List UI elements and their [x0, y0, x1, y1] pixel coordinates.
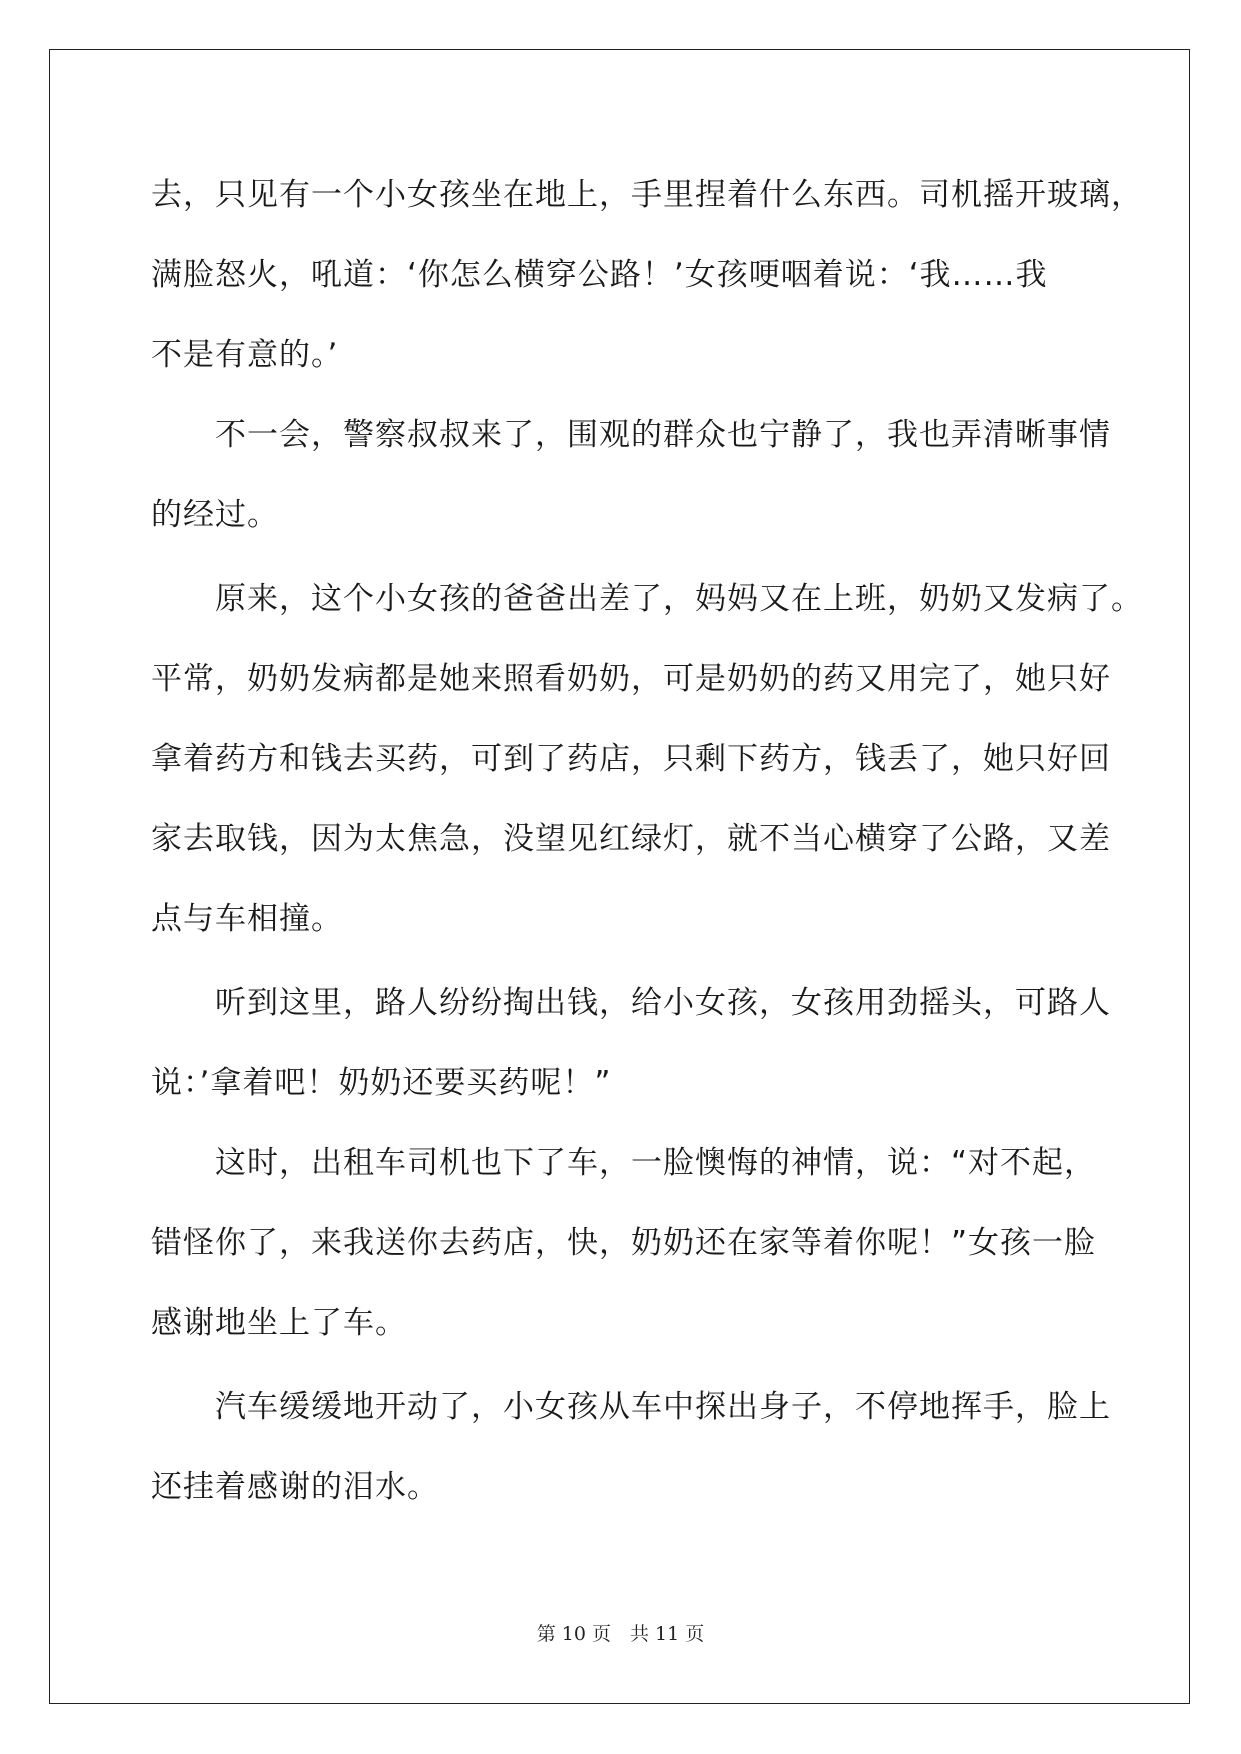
text-line-6: 原来，这个小女孩的爸爸出差了，妈妈又在上班，奶奶又发病了。 — [151, 581, 1143, 617]
text-line-8: 拿着药方和钱去买药，可到了药店，只剩下药方，钱丢了，她只好回 — [151, 741, 1111, 777]
text-line-12: 说：’拿着吧！奶奶还要买药呢！” — [151, 1065, 612, 1101]
text-line-16: 汽车缓缓地开动了，小女孩从车中探出身子，不停地挥手，脸上 — [151, 1389, 1111, 1425]
page-number-label: 第 10 页 共 11 页 — [536, 1623, 705, 1645]
text-line-17: 还挂着感谢的泪水。 — [151, 1469, 439, 1505]
text-line-5: 的经过。 — [151, 497, 279, 533]
text-line-13: 这时，出租车司机也下了车，一脸懊悔的神情，说：“对不起， — [151, 1145, 1097, 1181]
text-line-7: 平常，奶奶发病都是她来照看奶奶，可是奶奶的药又用完了，她只好 — [151, 661, 1111, 697]
text-line-3: 不是有意的。’ — [151, 337, 339, 373]
text-line-14: 错怪你了，来我送你去药店，快，奶奶还在家等着你呢！”女孩一脸 — [151, 1225, 1097, 1261]
text-line-2: 满脸怒火，吼道：‘你怎么横穿公路！’女孩哽咽着说：‘我……我 — [151, 257, 1048, 293]
text-line-4: 不一会，警察叔叔来了，围观的群众也宁静了，我也弄清晰事情 — [151, 417, 1111, 453]
text-line-15: 感谢地坐上了车。 — [151, 1305, 407, 1341]
page-border — [49, 49, 1190, 1704]
text-line-11: 听到这里，路人纷纷掏出钱，给小女孩，女孩用劲摇头，可路人 — [151, 985, 1111, 1021]
page-footer — [0, 1619, 1241, 1646]
text-line-1: 去，只见有一个小女孩坐在地上，手里捏着什么东西。司机摇开玻璃， — [151, 177, 1143, 213]
text-line-10: 点与车相撞。 — [151, 901, 343, 937]
text-line-9: 家去取钱，因为太焦急，没望见红绿灯，就不当心横穿了公路，又差 — [151, 821, 1111, 857]
